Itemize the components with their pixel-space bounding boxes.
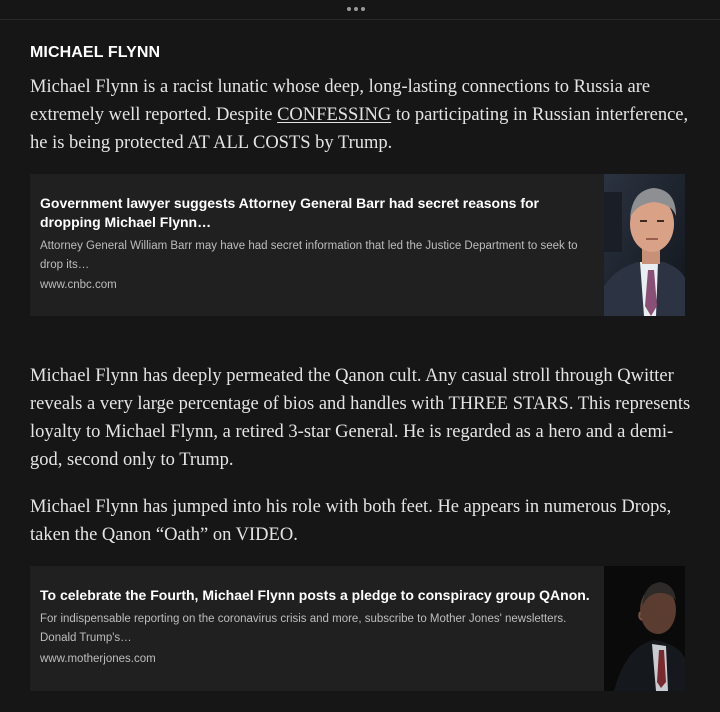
paragraph-oath: Michael Flynn has jumped into his role with both feet. He appears in numerous Drops, taken the Qanon “Oath” on VIDEO. bbox=[30, 497, 672, 545]
card-description: Attorney General William Barr may have had secret information that led the Justice Department to seek to drop its… bbox=[40, 240, 578, 271]
portrait-thumbnail-icon bbox=[604, 174, 685, 316]
card-description: For indispensable reporting on the coronavirus crisis and more, subscribe to Mother Jones' newsletters. Donald Trump's… bbox=[40, 613, 567, 644]
card-title: Government lawyer suggests Attorney General Barr had secret reasons for dropping Michael Flynn… bbox=[40, 195, 539, 230]
card-domain: www.motherjones.com bbox=[40, 653, 156, 665]
top-bar bbox=[0, 0, 720, 20]
paragraph-qanon: Michael Flynn has deeply permeated the Qanon cult. Any casual stroll through Qwitter reveals a very large percentage of bios and handles with THREE STARS. This represents loyalty to Michael Flynn, a retired 3-star General. He is regarded as a hero and a demi-god, second only to Trump. bbox=[30, 366, 691, 470]
paragraph-russia bbox=[30, 73, 695, 157]
more-options-icon[interactable] bbox=[347, 7, 365, 11]
link-preview-card-cnbc[interactable] bbox=[30, 174, 685, 316]
paragraph-text: Michael Flynn is a racist lunatic whose deep, long-lasting connections to Russia are extremely well reported. Despite bbox=[30, 77, 651, 125]
section-heading: MICHAEL FLYNN bbox=[30, 44, 161, 61]
card-title: To celebrate the Fourth, Michael Flynn posts a pledge to conspiracy group QAnon. bbox=[40, 587, 590, 603]
card-domain: www.cnbc.com bbox=[40, 279, 117, 291]
portrait-thumbnail-icon bbox=[604, 566, 685, 691]
confessing-link[interactable]: CONFESSING bbox=[277, 105, 392, 125]
paragraph-text: to participating in Russian interference, he is being protected AT ALL COSTS by Trump. bbox=[30, 105, 689, 153]
link-preview-card-motherjones[interactable] bbox=[30, 566, 685, 691]
